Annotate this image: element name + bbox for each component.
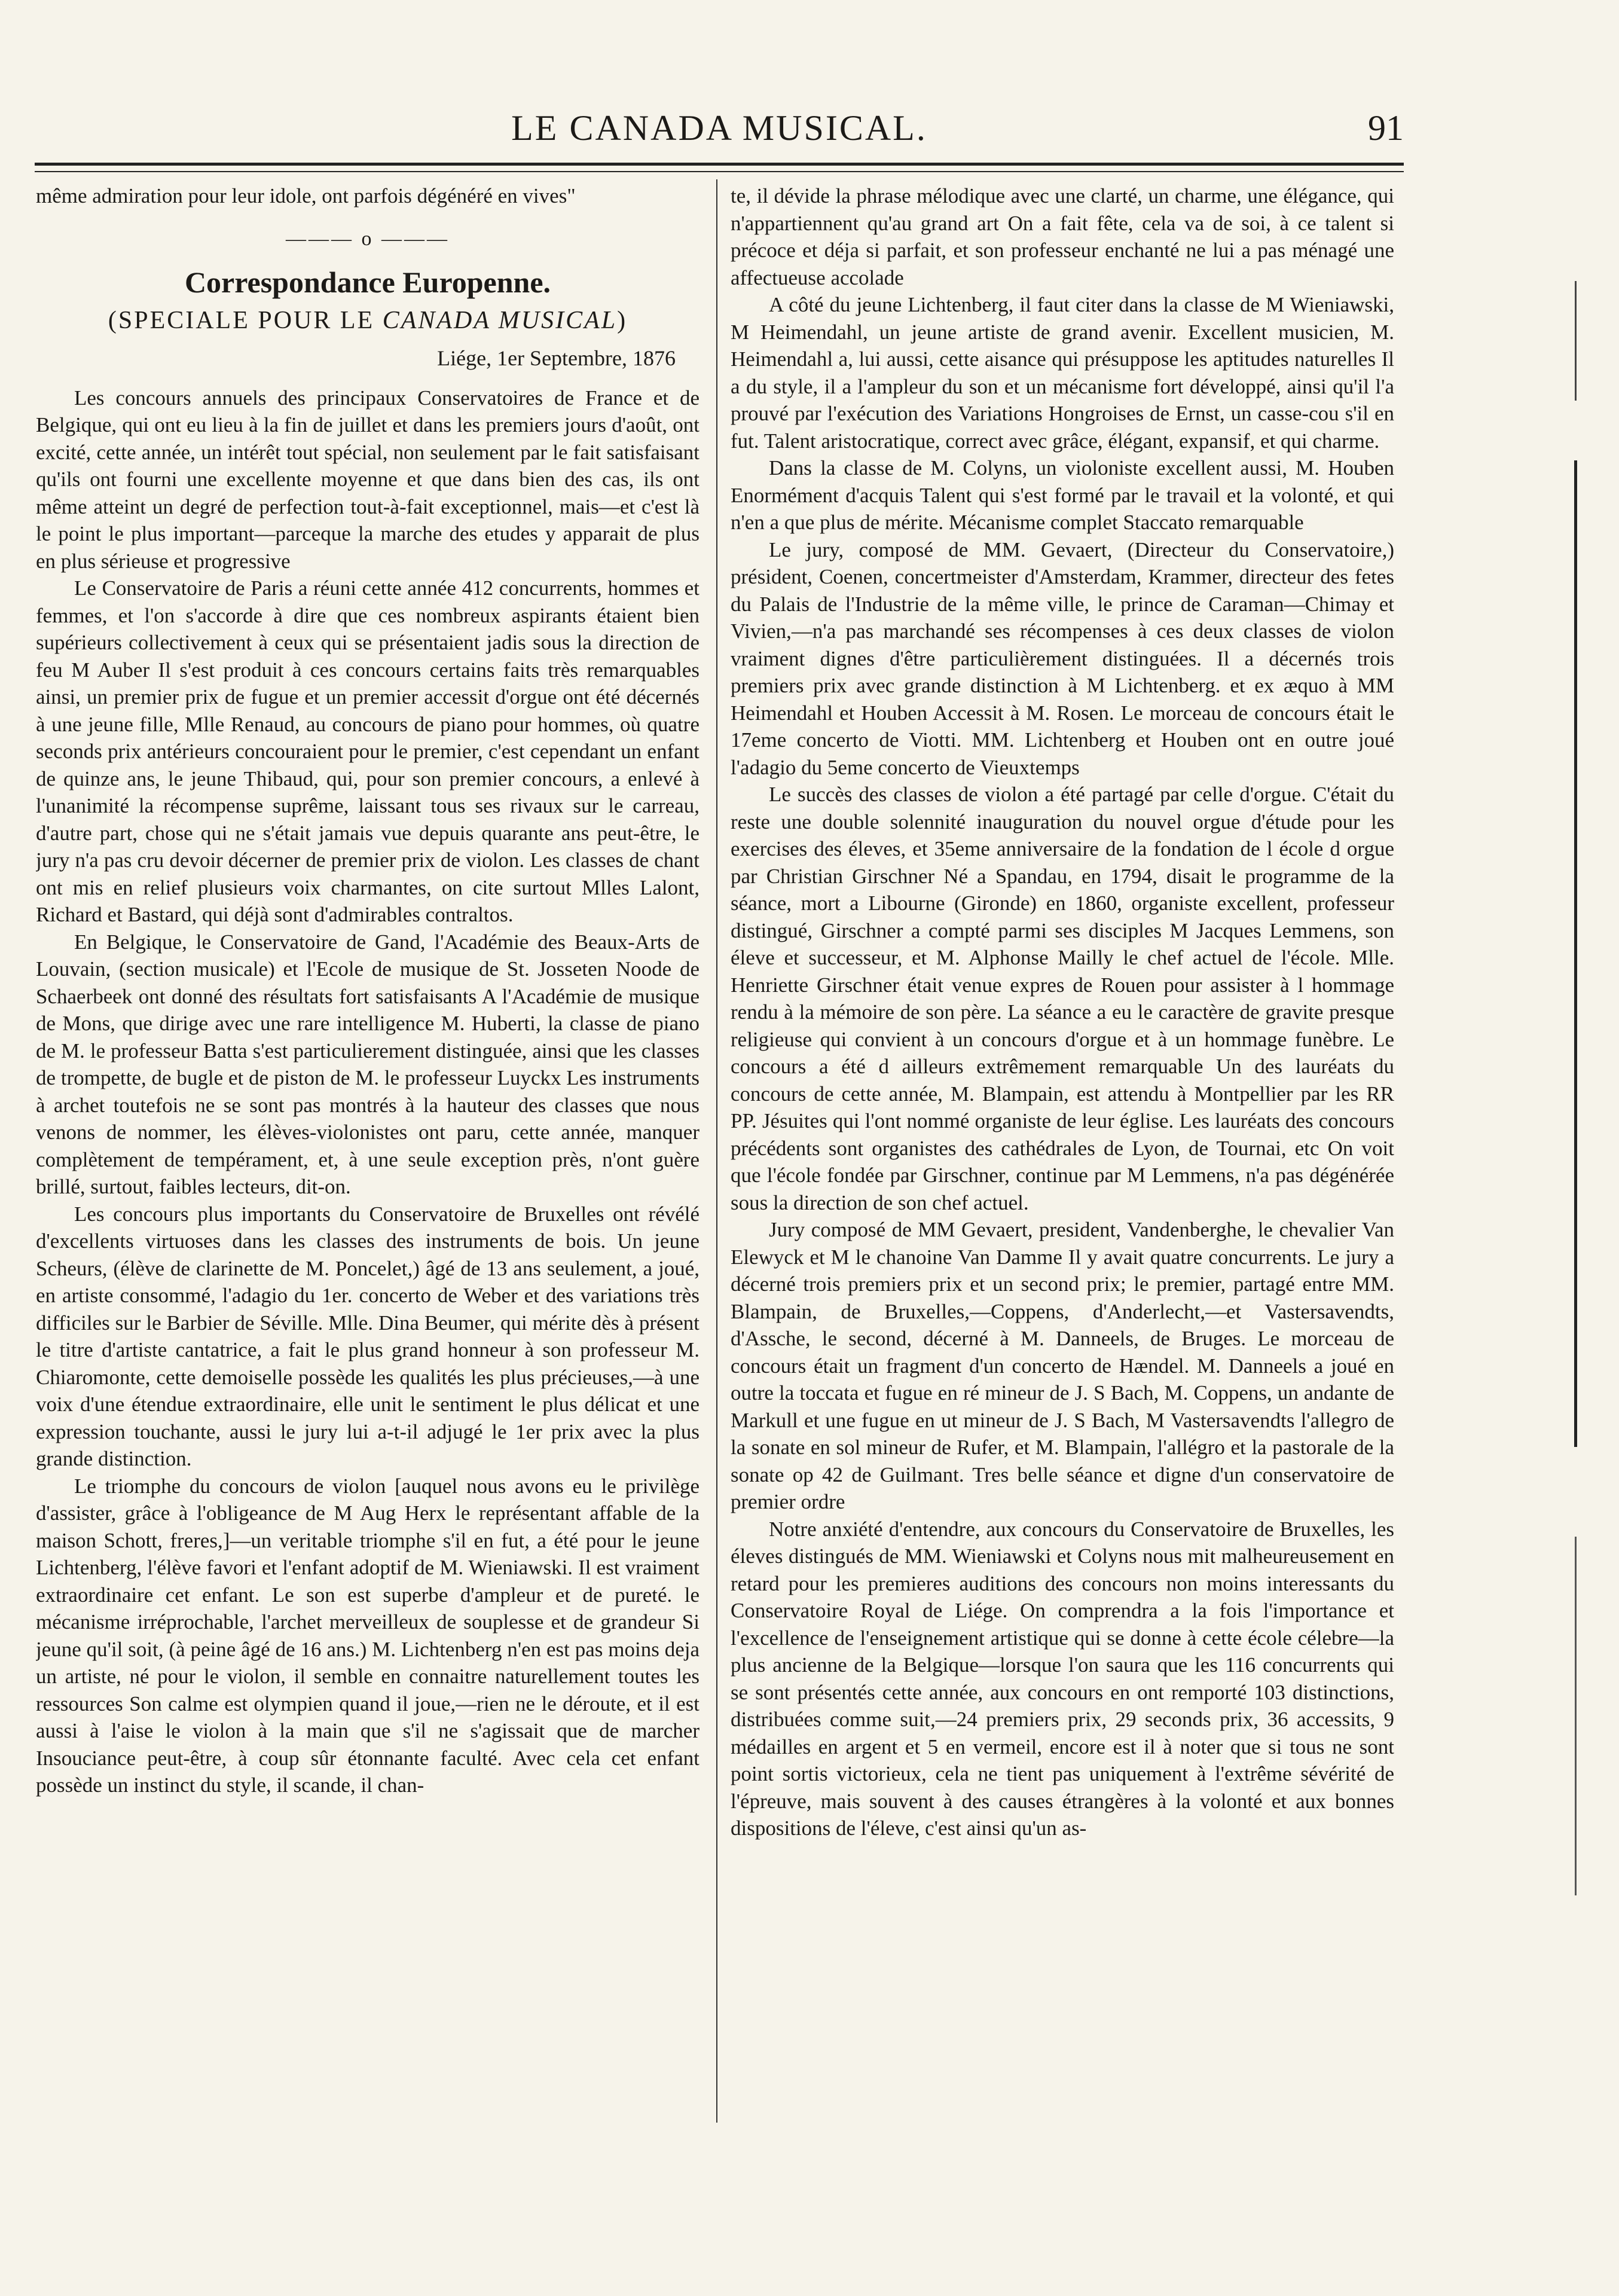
header-rule-thin [35, 171, 1404, 172]
left-column [36, 182, 699, 2132]
page-header [35, 108, 1404, 155]
column-divider [716, 179, 717, 2123]
paragraph: Les concours annuels des principaux Conservatoires de France et de Belgique, qui ont eu lieu à la fin de juillet et dans les premiers jours d'août, ont excité, cette année, un intérêt tout spécial, non seulement par le fait satisfaisant qu'ils ont fourni une excellente moyenne et que dans bien des cas, ils ont même atteint un degré de perfection tout-à-fait exceptionnel, mais—et c'est là le point le plus important—parceque la marche des etudes y apparait de plus en plus sérieuse et progressive [36, 386, 699, 573]
subtitle-before: (SPECIALE POUR LE [108, 306, 383, 334]
carryover-paragraph: même admiration pour leur idole, ont parfois dégénéré en vives" [36, 184, 576, 207]
paragraph: Le succès des classes de violon a été partagé par celle d'orgue. C'était du reste une double solennité inauguration du nouvel orgue d'étude pour les exercises des éleves, et 35eme anniversaire de la fondation de l école d orgue par Christian Girschner Né a Spandau, en 1794, disait le programme de la séance, mort a Libourne (Gironde) en 1860, organiste excellent, professeur distingué, Girschner a compté parmi ses disciples M Jacques Lemmens, son éleve et successeur, et M. Alphonse Mailly le chef actuel de l'école. Mlle. Henriette Girschner était venue expres de Rouen pour assister à l hommage rendu à la mémoire de son père. La séance a eu le caractère de gravite presque religieuse qui convient à un concours d'orgue et à un hommage funèbre. Le concours a été d ailleurs extrêmement remarquable Un des lauréats du concours de cette année, M. Blampain, est attendu à Montpellier par les RR PP. Jésuites qui l'ont nommé organiste de leur église. Les lauréats des concours précédents sont organistes des cathédrales de Lyon, de Tournai, etc On voit que l'école fondée par Girschner, continue par M Lemmens, n'a pas dégénérée sous la direction de son chef actuel. [731, 783, 1394, 1214]
paragraph: Les concours plus importants du Conservatoire de Bruxelles ont révélé d'excellents virtuoses dans les classes des instruments de bois. Un jeune Scheurs, (élève de clarinette de M. Poncelet,) âgé de 13 ans seulement, a joué, en artiste consommé, l'adagio du 1er. concerto de Weber et des variations très difficiles sur le Barbier de Séville. Mlle. Dina Beumer, qui mérite dès à présent le titre d'artiste cantatrice, a fait le plus grand honneur à son professeur M. Chiaromonte, cette demoiselle possède les qualités les plus précieuses,—à une voix d'une étendue extraordinaire, elle unit le sentiment le plus délicat et une expression touchante, aussi le jury lui a-t-il adjugé le 1er prix avec la plus grande distinction. [36, 1202, 699, 1470]
article-subtitle [36, 307, 699, 335]
paragraph: Le jury, composé de MM. Gevaert, (Directeur du Conservatoire,) président, Coenen, concertmeister d'Amsterdam, Krammer, directeur des fetes du Palais de l'Industrie de la même ville, le prince de Caraman—Chimay et Vivien,—n'a pas marchandé ses récompenses à ces deux classes de violon vraiment dignes d'être particulièrement distinguées. Il a décernés trois premiers prix avec grande distinction à M Lichtenberg. et ex æquo à MM Heimendahl et Houben Accessit à M. Rosen. Le morceau de concours était le 17eme concerto de Viotti. MM. Lichtenberg et Houben ont en outre joué l'adagio du 5eme concerto de Vieuxtemps [731, 538, 1394, 779]
paragraph: Le Conservatoire de Paris a réuni cette année 412 concurrents, hommes et femmes, et l'on s'accorde à dire que ces nombreux aspirants étaient bien supérieurs collectivement à ceux qui se présentaient jadis sous la direction de feu M Auber Il s'est produit à ces concours certains faits très remarquables ainsi, un premier prix de fugue et un premier accessit d'orgue ont été décernés à une jeune fille, Mlle Renaud, au concours de piano pour hommes, où quatre seconds prix antérieurs concouraient pour le premier, c'est cependant un enfant de quinze ans, le jeune Thibaud, qui, pour son premier concours, a enlevé à l'unanimité la récompense suprême, laissant tous ses rivaux sur le carreau, d'autre part, chose qui ne s'était jamais vue depuis quarante ans peut-être, le jury n'a pas cru devoir décerner de premier prix de violon. Les classes de chant ont mis en relief plusieurs voix charmantes, on cite surtout Mlles Lalont, Richard et Bastard, qui déjà sont d'admirables contraltos. [36, 576, 699, 926]
article-title: Correspondance Europenne. [184, 265, 551, 299]
right-column [731, 182, 1394, 2132]
dateline: Liége, 1er Septembre, 1876 [437, 346, 676, 370]
subtitle-after: ) [617, 306, 628, 334]
paragraph: Notre anxiété d'entendre, aux concours du Conservatoire de Bruxelles, les éleves distingués de MM. Wieniawski et Colyns nous mit malheureusement en retard pour les premieres auditions des concours non moins interessants du Conservatoire Royal de Liége. On comprendra a la fois l'importance et l'excellence de l'enseignement artistique qui se donne à cette école célebre—la plus ancienne de la Belgique—lorsque l'on saura que les 116 concurrents qui se sont présentés cette année, aux concours en ont remporté 103 distinctions, distribuées comme suit,—24 premiers prix, 29 seconds prix, 36 accessits, 9 médailles en argent et 5 en vermeil, encore est il à noter que si tous ne sont point sortis victorieux, cela ne tient pas uniquement à l'extrême sévérité de l'épreuve, mais souvent à des causes étrangères à la volonté et aux bonnes dispositions de l'éleve, c'est ainsi qu'un as- [731, 1517, 1394, 1840]
paragraph: A côté du jeune Lichtenberg, il faut citer dans la classe de M Wieniawski, M Heimendahl, un jeune artiste de grand avenir. Excellent musicien, M. Heimendahl a, lui aussi, cette aisance qui présuppose les aptitudes naturelles Il a du style, il a l'ampleur du son et un mécanisme fort développé, ainsi qu'il l'a prouvé par l'exécution des Variations Hongroises de Ernst, un casse-cou s'il en fut. Talent aristocratique, correct avec grâce, élégant, expansif, et qui charme. [731, 293, 1394, 453]
section-separator: ——— o ——— [286, 227, 450, 250]
paragraph: te, il dévide la phrase mélodique avec une clarté, un charme, une élégance, qui n'appartiennent qu'au grand art On a fait fête, cela va de soi, à ce talent si précoce et déja si parfait, et son professeur enchanté ne lui a pas ménagé une affectueuse accolade [731, 184, 1394, 289]
paragraph: En Belgique, le Conservatoire de Gand, l'Académie des Beaux-Arts de Louvain, (section musicale) et l'Ecole de musique de St. Josseten Noode de Schaerbeek ont donné des résultats fort satisfaisants A l'Académie de musique de Mons, que dirige avec une rare intelligence M. Huberti, la classe de piano de M. le professeur Batta s'est particulierement distinguée, ainsi que les classes de trompette, de bugle et de piston de M. le professeur Luyckx Les instruments à archet toutefois ne se sont pas montrés à la hauteur des classes que nous venons de nommer, les élèves-violonistes ont paru, cette année, manquer complètement de tempérament, et, à une seule exception près, n'ont guère brillé, surtout, faibles lecteurs, dit-on. [36, 930, 699, 1198]
paragraph: Le triomphe du concours de violon [auquel nous avons eu le privilège d'assister, grâce à l'obligeance de M Aug Herx le représentant affable de la maison Schott, freres,]—un veritable triomphe s'il en fut, a été pour le jeune Lichtenberg, l'élève favori et l'enfant adoptif de M. Wieniawski. Il est vraiment extraordinaire cet enfant. Le son est superbe d'ampleur et de pureté. le mécanisme irréprochable, l'archet merveilleux de souplesse et de grandeur Si jeune qu'il soit, (à peine âgé de 16 ans.) M. Lichtenberg n'en est pas moins deja un artiste, né pour le violon, il semble en connaitre naturellement toutes les ressources Son calme est olympien quand il joue,—rien ne le déroute, et il est aussi à l'aise le violon à la main que s'il ne s'agissait que de marcher Insouciance peut-être, à coup sûr étonnante faculté. Avec cela cet enfant possède un instinct du style, il scande, il chan- [36, 1474, 699, 1797]
subtitle-italic: CANADA MUSICAL [382, 306, 618, 334]
running-title: LE CANADA MUSICAL. [511, 108, 927, 148]
page-number: 91 [1368, 108, 1404, 148]
header-rule-thick [35, 163, 1404, 166]
paragraph: Dans la classe de M. Colyns, un violoniste excellent aussi, M. Houben Enormément d'acquis Talent qui s'est formé par le travail et la volonté, et qui n'en a que plus de mérite. Mécanisme complet Staccato remarquable [731, 456, 1394, 534]
paragraph: Jury composé de MM Gevaert, president, Vandenberghe, le chevalier Van Elewyck et M le chanoine Van Damme Il y avait quatre concurrents. Le jury a décerné trois premiers prix et un second prix; le premier, partagé entre MM. Blampain, de Bruxelles,—Coppens, d'Anderlecht,—et Vastersavendts, d'Assche, le second, décerné à M. Danneels, de Bruges. Le morceau de concours était un fragment d'un concerto de Hændel. M. Danneels a joué en outre la toccata et fugue en ré mineur de J. S Bach, M. Coppens, un andante de Markull et une fugue en ut mineur de J. S Bach, M Vastersavendts l'allegro de la sonate en sol mineur de Rufer, et M. Blampain, l'allégro et la pastorale de la sonate op 42 de Guilmant. Tres belle séance et digne d'un conservatoire de premier ordre [731, 1218, 1394, 1513]
scan-edge-mark [1572, 102, 1578, 2135]
